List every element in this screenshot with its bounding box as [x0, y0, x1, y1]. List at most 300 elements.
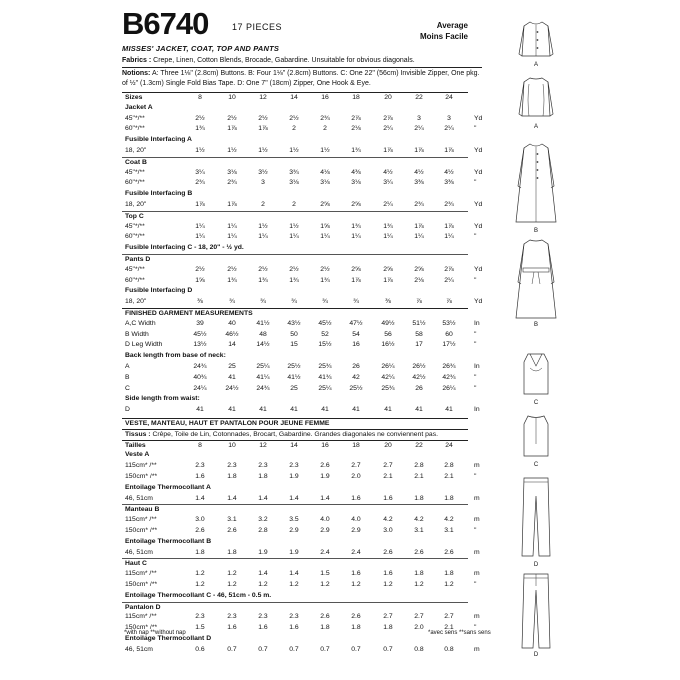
table-cell: 2.9: [320, 526, 330, 534]
drawing-label-b2: B: [533, 322, 538, 328]
table-cell: 25¾: [318, 362, 332, 370]
row-label: 45"*/**: [125, 222, 145, 230]
section-label: Coat B: [125, 158, 147, 166]
table-cell: 40: [228, 319, 236, 327]
table-cell: 2: [292, 125, 296, 133]
table-cell: 1.9: [289, 472, 299, 480]
row-label: 46, 51cm: [125, 645, 153, 653]
table-cell: 2½: [195, 114, 205, 122]
table-cell: 3⅛: [227, 168, 237, 176]
table-cell: 1.6: [289, 624, 299, 632]
row-label: 45"*/**: [125, 114, 145, 122]
table-cell: 0.6: [195, 645, 205, 653]
table-cell: 2⅞: [383, 114, 393, 122]
row-label: 150cm* /**: [125, 526, 158, 534]
table-cell: 2⅝: [320, 200, 330, 208]
unit-cell: m: [474, 645, 480, 653]
table-cell: 2½: [289, 114, 299, 122]
table-cell: 2½: [258, 265, 268, 273]
table-row: [122, 232, 477, 243]
table-cell: 41¾: [318, 373, 332, 381]
table-cell: ¾: [260, 298, 266, 306]
table-cell: 48: [259, 330, 267, 338]
size-header-cell: 14: [290, 441, 298, 449]
size-header-cell: 16: [321, 441, 329, 449]
table-cell: 1⅞: [383, 276, 393, 284]
table-cell: 2.7: [383, 462, 393, 470]
table-cell: 2.6: [227, 526, 237, 534]
table-cell: 1.2: [227, 570, 237, 578]
yardage-table-fr: [122, 418, 480, 656]
table-cell: 1¾: [227, 276, 237, 284]
table-cell: 26: [415, 384, 423, 392]
table-cell: 1¼: [351, 233, 361, 241]
table-cell: 2.3: [258, 613, 268, 621]
section-label: Entoilage Thermocollant C - 46, 51cm - 0.5 m.: [125, 591, 272, 599]
size-header-cell: 22: [415, 441, 423, 449]
table-cell: 1¼: [444, 233, 454, 241]
table-cell: 4⅛: [320, 168, 330, 176]
unit-cell: ": [474, 233, 477, 241]
table-cell: 0.7: [351, 645, 361, 653]
table-cell: 41: [384, 406, 392, 414]
section-heading-row: [122, 189, 468, 200]
table-cell: 1⅞: [444, 222, 454, 230]
table-cell: 26: [352, 362, 360, 370]
fabrics-text: Crepe, Linen, Cotton Blends, Brocade, Gabardine. Unsuitable for obvious diagonals.: [153, 57, 415, 64]
difficulty-fr: Moins Facile: [419, 32, 468, 41]
table-cell: 4½: [444, 168, 454, 176]
unit-cell: ": [474, 384, 477, 392]
finished-measurements-heading: [122, 308, 468, 319]
table-cell: 2: [261, 200, 265, 208]
notions-line2: of ½" (1.3cm) Single Fold Bias Tape. D: One 7" (18cm) Zipper, One Hook & Eye.: [122, 80, 371, 87]
yardage-table-en: [122, 92, 483, 416]
unit-cell: ": [474, 526, 477, 534]
table-row: [122, 494, 480, 505]
table-cell: 2½: [320, 265, 330, 273]
section-heading-row: [122, 103, 468, 114]
table-cell: 1.6: [195, 472, 205, 480]
table-cell: 1½: [195, 146, 205, 154]
unit-cell: ": [474, 373, 477, 381]
table-cell: 4.2: [414, 516, 424, 524]
table-cell: 1½: [227, 146, 237, 154]
table-cell: 1.2: [320, 580, 330, 588]
table-cell: 1.2: [195, 580, 205, 588]
drawing-label-c1: C: [533, 400, 539, 406]
top-c-back-drawing: [518, 414, 554, 460]
table-cell: 1.2: [414, 580, 424, 588]
table-cell: 3.0: [383, 526, 393, 534]
table-cell: 2.1: [444, 624, 454, 632]
row-label: 150cm* /**: [125, 472, 158, 480]
table-cell: 2½: [227, 265, 237, 273]
size-header-cell: 24: [445, 94, 453, 101]
table-cell: 2¾: [320, 114, 330, 122]
table-cell: 1¾: [351, 146, 361, 154]
table-cell: 58: [415, 330, 423, 338]
fabrics-fr-label: Tissus :: [125, 430, 151, 438]
table-cell: 2¾: [444, 200, 454, 208]
size-header-cell: 10: [228, 94, 236, 101]
table-cell: 1.6: [383, 494, 393, 502]
table-cell: 2¾: [414, 200, 424, 208]
table-cell: 1¾: [383, 222, 393, 230]
table-cell: 1.8: [351, 624, 361, 632]
table-cell: 2.0: [414, 624, 424, 632]
row-label: 45"*/**: [125, 265, 145, 273]
table-cell: 3¼: [195, 168, 205, 176]
unit-cell: Yd: [474, 114, 483, 122]
table-cell: 1½: [258, 222, 268, 230]
table-cell: 1¼: [414, 233, 424, 241]
drawing-label-d1: D: [533, 562, 539, 568]
table-cell: 24¾: [193, 362, 207, 370]
table-cell: 25¾: [381, 384, 395, 392]
table-cell: 56: [384, 330, 392, 338]
section-label: Back length from base of neck:: [125, 352, 226, 360]
table-cell: 3¾: [289, 168, 299, 176]
table-cell: 4.0: [351, 516, 361, 524]
size-header-cell: 18: [352, 94, 360, 101]
drawing-label-a1: A: [533, 62, 538, 68]
table-cell: 43½: [287, 319, 301, 327]
section-heading-row: [122, 286, 468, 297]
table-cell: 2.7: [414, 613, 424, 621]
table-cell: 15½: [318, 341, 332, 349]
table-cell: 1.8: [414, 570, 424, 578]
unit-cell: ": [474, 125, 477, 133]
table-cell: 2⅞: [351, 114, 361, 122]
unit-cell: m: [474, 548, 480, 556]
section-heading-row: [122, 483, 468, 494]
table-cell: 1.4: [258, 570, 268, 578]
table-cell: 2¼: [414, 125, 424, 133]
section-heading-row: [122, 243, 468, 254]
table-row: [122, 645, 480, 656]
section-label: Fusible Interfacing C - 18, 20" - ½ yd.: [125, 244, 244, 252]
size-header-cell: 20: [384, 441, 392, 449]
table-cell: 47½: [349, 319, 363, 327]
size-header-cell: 8: [198, 441, 202, 449]
section-heading-row: [122, 591, 468, 602]
pattern-number: B6740: [122, 6, 209, 41]
table-cell: 1¾: [289, 276, 299, 284]
table-cell: 42¼: [381, 373, 395, 381]
table-cell: 2⅛: [351, 125, 361, 133]
section-heading-row: [122, 602, 468, 613]
table-cell: 2.3: [227, 613, 237, 621]
table-cell: 2½: [227, 114, 237, 122]
french-title-row: [122, 418, 468, 429]
section-heading-row: [122, 211, 468, 222]
table-row: [122, 548, 480, 559]
table-cell: 2.7: [444, 613, 454, 621]
unit-cell: ": [474, 276, 477, 284]
table-cell: 2¼: [383, 125, 393, 133]
section-heading-row: [122, 504, 468, 515]
table-cell: 2¾: [227, 179, 237, 187]
table-cell: 4.0: [320, 516, 330, 524]
table-row: [122, 515, 480, 526]
table-cell: 1¼: [195, 233, 205, 241]
row-label: A: [125, 362, 130, 370]
row-label: 18, 20": [125, 200, 147, 208]
table-cell: 2.9: [289, 526, 299, 534]
table-cell: 25: [228, 362, 236, 370]
sizes-header-row: [122, 92, 468, 103]
unit-cell: ": [474, 580, 477, 588]
section-label: Fusible Interfacing B: [125, 190, 193, 198]
drawing-label-a2: A: [533, 124, 538, 130]
section-label: Fusible Interfacing D: [125, 287, 193, 295]
table-cell: 1.2: [383, 580, 393, 588]
pattern-subtitle: MISSES' JACKET, COAT, TOP AND PANTS: [122, 44, 280, 53]
size-header-cell: 22: [415, 94, 423, 101]
table-cell: 2.8: [444, 462, 454, 470]
row-label: 60"*/**: [125, 233, 145, 241]
table-cell: ⅞: [446, 298, 452, 306]
table-cell: 45½: [318, 319, 332, 327]
table-cell: 3: [447, 114, 451, 122]
table-cell: 1¼: [289, 233, 299, 241]
table-cell: 13½: [193, 341, 207, 349]
table-cell: 2½: [289, 265, 299, 273]
size-header-cell: 16: [321, 94, 329, 101]
row-label: D: [125, 406, 130, 414]
row-label: 150cm* /**: [125, 580, 158, 588]
row-label: 115cm* /**: [125, 613, 157, 621]
table-cell: 14½: [256, 341, 270, 349]
table-row: [122, 373, 477, 384]
table-cell: 1.4: [289, 494, 299, 502]
unit-cell: Yd: [474, 146, 483, 154]
row-label: 45"*/**: [125, 168, 145, 176]
table-cell: 0.7: [258, 645, 268, 653]
size-header-cell: 14: [290, 94, 298, 101]
unit-cell: Yd: [474, 298, 483, 306]
table-cell: ¾: [353, 298, 359, 306]
table-cell: 14: [228, 341, 236, 349]
table-cell: 2½: [258, 114, 268, 122]
table-row: [122, 178, 477, 189]
table-cell: 24¼: [193, 384, 207, 392]
table-cell: 2¼: [383, 200, 393, 208]
unit-cell: m: [474, 613, 480, 621]
table-cell: 3⅜: [444, 179, 454, 187]
table-row: [122, 340, 477, 351]
table-cell: 2: [292, 200, 296, 208]
table-cell: 3.1: [414, 526, 424, 534]
table-cell: 0.7: [383, 645, 393, 653]
table-cell: 53½: [442, 319, 456, 327]
size-header-cell: 12: [259, 441, 267, 449]
table-cell: 26¾: [442, 362, 456, 370]
table-row: [122, 330, 477, 341]
size-header-cell: 24: [445, 441, 453, 449]
section-heading-row: [122, 351, 468, 362]
table-cell: 1.4: [320, 494, 330, 502]
table-cell: 1.5: [195, 624, 205, 632]
table-cell: 3.5: [289, 516, 299, 524]
table-cell: 45½: [193, 330, 207, 338]
pants-d-front-drawing: [518, 476, 554, 560]
table-cell: 25½: [287, 362, 301, 370]
top-c-front-drawing: [518, 352, 554, 398]
pieces-count: 17 PIECES: [232, 22, 283, 32]
finished-measurements-label: FINISHED GARMENT MEASUREMENTS: [125, 309, 253, 317]
table-cell: 1.2: [351, 580, 361, 588]
section-label: Jacket A: [125, 103, 153, 111]
table-cell: 25½: [349, 384, 363, 392]
row-label: 46, 51cm: [125, 548, 153, 556]
unit-cell: m: [474, 494, 480, 502]
notions-en: [122, 67, 482, 89]
unit-cell: In: [474, 319, 480, 327]
table-row: [122, 526, 477, 537]
section-heading-row: [122, 394, 468, 405]
fabrics-label: Fabrics :: [122, 57, 152, 64]
table-cell: 4.2: [444, 516, 454, 524]
section-heading-row: [122, 537, 468, 548]
row-label: 115cm* /**: [125, 462, 157, 470]
table-cell: 2.8: [414, 462, 424, 470]
table-row: [122, 276, 477, 287]
table-cell: 41: [352, 406, 360, 414]
difficulty-en: Average: [436, 21, 468, 30]
table-cell: 1.8: [227, 472, 237, 480]
row-label: 18, 20": [125, 298, 147, 306]
table-cell: 1⅞: [414, 146, 424, 154]
table-cell: 1.4: [195, 494, 205, 502]
table-cell: 4½: [414, 168, 424, 176]
table-cell: 41½: [287, 373, 301, 381]
table-cell: 2⅛: [414, 276, 424, 284]
table-cell: 1½: [289, 222, 299, 230]
table-cell: 1.2: [444, 580, 454, 588]
coat-b-front-drawing: [512, 142, 560, 226]
table-cell: 4½: [383, 168, 393, 176]
row-label: 60"*/**: [125, 276, 145, 284]
table-cell: 2½: [195, 265, 205, 273]
footer-nap-fr: *avec sens **sans sens: [428, 630, 491, 636]
table-cell: 1.6: [258, 624, 268, 632]
table-cell: 2.0: [351, 472, 361, 480]
table-cell: 1.4: [289, 570, 299, 578]
table-cell: 1⅞: [444, 146, 454, 154]
table-cell: ¾: [229, 298, 235, 306]
table-cell: 2.3: [195, 462, 205, 470]
section-label: Pants D: [125, 255, 151, 263]
row-label: 150cm* /**: [125, 624, 158, 632]
table-cell: 54: [352, 330, 360, 338]
section-label: Pantalon D: [125, 603, 161, 611]
table-cell: 0.8: [444, 645, 454, 653]
table-cell: 41: [196, 406, 204, 414]
unit-cell: Yd: [474, 168, 483, 176]
table-row: [122, 612, 480, 623]
fabrics-fr-text: Crêpe, Toile de Lin, Cotonnades, Brocart, Gabardine. Grandes diagonales ne conviennent pas.: [152, 430, 438, 438]
table-cell: 2¼: [444, 125, 454, 133]
sizes-label: Tailles: [125, 441, 146, 449]
table-cell: 41: [415, 406, 423, 414]
table-cell: 41: [321, 406, 329, 414]
table-cell: 1⅝: [195, 276, 205, 284]
table-cell: 1⅞: [383, 146, 393, 154]
table-cell: 1½: [289, 146, 299, 154]
table-row: [122, 405, 480, 416]
table-cell: 1.2: [258, 580, 268, 588]
section-label: Side length from waist:: [125, 395, 200, 403]
table-row: [122, 384, 477, 395]
table-cell: 26¼: [381, 362, 395, 370]
table-cell: 1⅞: [227, 200, 237, 208]
table-cell: 16½: [381, 341, 395, 349]
table-cell: 2.6: [320, 613, 330, 621]
table-cell: 3: [417, 114, 421, 122]
table-row: [122, 222, 483, 233]
table-row: [122, 297, 483, 308]
row-label: 60"*/**: [125, 125, 145, 133]
table-cell: 49½: [381, 319, 395, 327]
table-cell: 1⅝: [320, 222, 330, 230]
unit-cell: ": [474, 179, 477, 187]
table-cell: 0.8: [414, 645, 424, 653]
row-label: 46, 51cm: [125, 494, 153, 502]
unit-cell: ": [474, 341, 477, 349]
table-cell: 1.8: [414, 494, 424, 502]
table-row: [122, 200, 483, 211]
table-cell: 3½: [258, 168, 268, 176]
unit-cell: ": [474, 472, 477, 480]
table-cell: 1⅞: [195, 200, 205, 208]
table-cell: 2.3: [289, 462, 299, 470]
unit-cell: m: [474, 516, 480, 524]
table-cell: 1.8: [227, 548, 237, 556]
table-cell: 3.1: [444, 526, 454, 534]
table-cell: 26½: [412, 362, 426, 370]
table-cell: 24¾: [256, 384, 270, 392]
unit-cell: In: [474, 362, 480, 370]
table-row: [122, 168, 483, 179]
table-cell: 24½: [225, 384, 239, 392]
section-label: Fusible Interfacing A: [125, 136, 192, 144]
table-cell: 2⅝: [383, 265, 393, 273]
table-cell: 1⅞: [351, 276, 361, 284]
unit-cell: ": [474, 330, 477, 338]
table-cell: 1.8: [195, 548, 205, 556]
table-cell: 2.4: [351, 548, 361, 556]
table-cell: 0.7: [289, 645, 299, 653]
table-cell: 1.6: [351, 570, 361, 578]
table-cell: 2⅝: [351, 200, 361, 208]
table-cell: 2.4: [320, 548, 330, 556]
table-row: [122, 362, 480, 373]
notions-line1: A: Three 1⅛" (2.8cm) Buttons. B: Four 1⅛" (2.8cm) Buttons. C: One 22" (56cm) Invisible Zipper, One pkg.: [151, 70, 480, 77]
footer-nap-en: *with nap **without nap: [124, 630, 186, 636]
jacket-a-back-drawing: [516, 76, 556, 120]
table-cell: 1¼: [227, 233, 237, 241]
table-cell: 2.6: [195, 526, 205, 534]
sizes-header-row: [122, 440, 468, 451]
table-cell: 2.9: [351, 526, 361, 534]
table-cell: 1⅞: [258, 125, 268, 133]
section-heading-row: [122, 450, 468, 461]
table-cell: 2.6: [351, 613, 361, 621]
section-label: Top C: [125, 212, 144, 220]
row-label: 115cm* /**: [125, 516, 157, 524]
